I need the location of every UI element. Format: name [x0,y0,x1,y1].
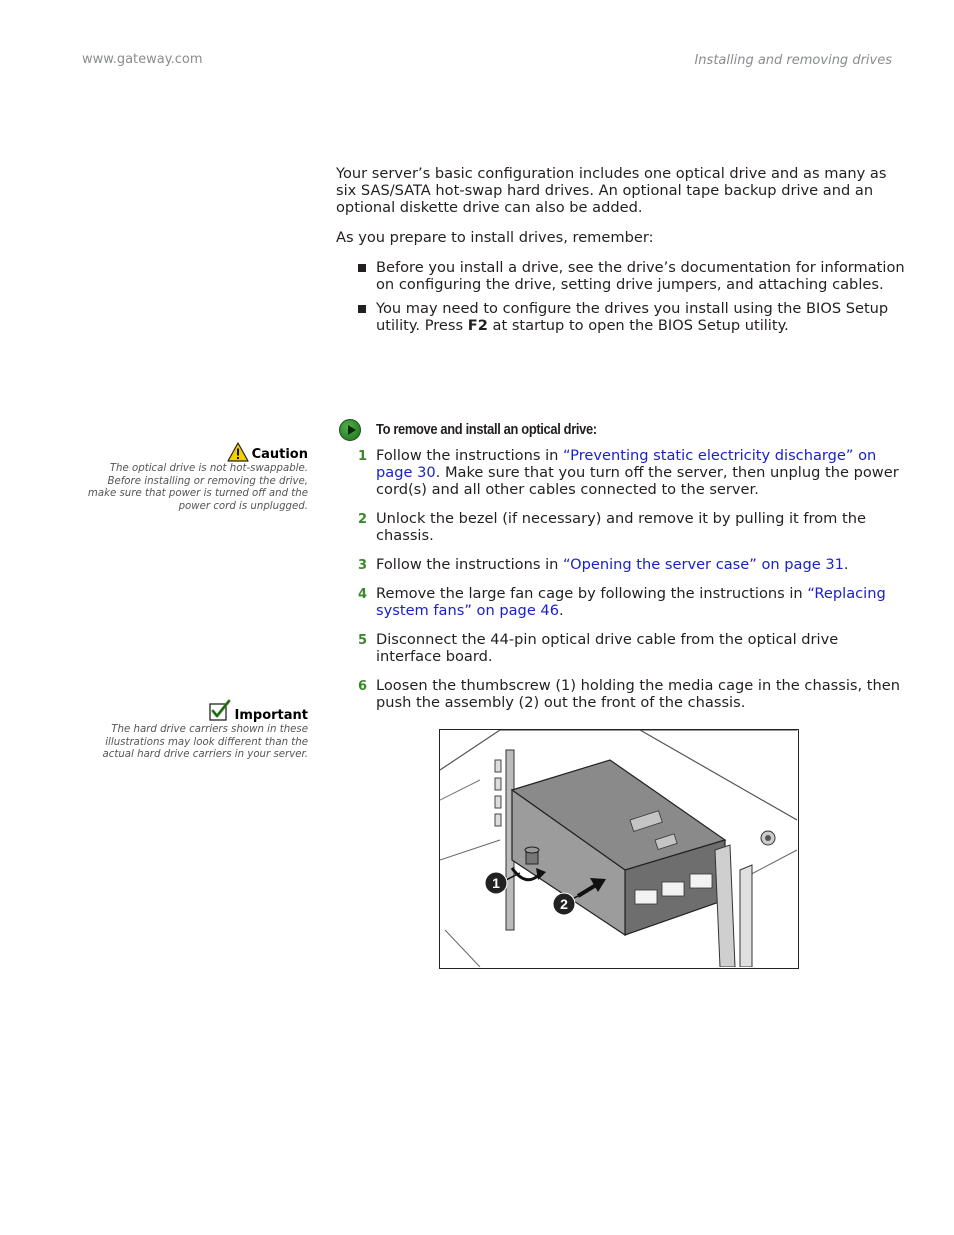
step-number: 6 [358,679,368,694]
step-text: Disconnect the 44-pin optical drive cable from the optical drive interface board. [376,631,839,665]
link-replacing-system-fans[interactable]: “Replacing system fans” on page 46 [376,585,886,619]
reminder-list [358,259,908,341]
bullet-text: Before you install a drive, see the drive’s documentation for information on configuring the drive, setting drive jumpers, and attaching cables. [376,259,905,293]
bullet-square-icon [358,305,366,313]
bullet-text-pre: You may need to configure the drives you install using the BIOS Setup utility. Press [376,300,889,334]
list-item [358,300,908,334]
procedure-steps [358,447,903,723]
step-number: 3 [358,558,368,573]
chassis-drawing [440,730,797,967]
caution-header [78,442,308,462]
step-number: 5 [358,633,368,648]
important-header [78,699,308,723]
bullet-text-post: at startup to open the BIOS Setup utility. [487,317,789,334]
step-text-post: . Make sure that you turn off the server, then unplug the power cord(s) and all other cables connected to the server. [376,464,899,498]
step-text: Follow the instructions in [376,556,564,573]
step-text: Remove the large fan cage by following the instructions in [376,585,808,602]
step-number: 2 [358,512,368,527]
warning-triangle-icon [227,442,249,462]
header-section-title: Installing and removing drives [694,53,892,68]
key-f2: F2 [467,317,488,334]
caution-text: The optical drive is not hot-swappable. Before installing or removing the drive, make sure that power is turned off and the power cord is unplugged. [87,463,308,512]
caution-note [78,442,308,513]
step-text: Loosen the thumbscrew (1) holding the media cage in the chassis, then push the assembly (2) out the front of the chassis. [376,677,900,711]
step-text: Unlock the bezel (if necessary) and remove it by pulling it from the chassis. [376,510,866,544]
caution-title: Caution [251,447,308,462]
remember-paragraph: As you prepare to install drives, remember: [336,229,654,246]
bullet-square-icon [358,264,366,272]
checkmark-box-icon [208,699,232,723]
step-item [358,556,903,573]
important-note [78,699,308,762]
step-item [358,447,903,498]
media-cage-removal-illustration [439,729,799,969]
step-item [358,510,903,544]
step-item [358,677,903,711]
link-static-discharge[interactable]: “Preventing static electricity discharge” on page 30 [376,447,877,481]
callout-2-label: 2 [560,896,568,912]
header-site-url: www.gateway.com [82,52,203,67]
step-text-post: . [843,556,849,573]
callout-1-label: 1 [492,875,500,891]
link-opening-server-case[interactable]: “Opening the server case” on page 31 [563,556,844,573]
step-text: Follow the instructions in [376,447,564,464]
important-text: The hard drive carriers shown in these illustrations may look different than the actual hard drive carriers in your server. [102,724,308,760]
step-number: 1 [358,449,368,464]
intro-paragraph: Your server’s basic configuration includes one optical drive and as many as six SAS/SATA hot-swap hard drives. An optional tape backup drive and an optional diskette drive can also be added. [336,165,887,216]
play-arrow-icon [339,419,361,441]
step-text-post: . [559,602,564,619]
step-number: 4 [358,587,368,602]
important-title: Important [234,708,308,723]
procedure-title: To remove and install an optical drive: [376,421,597,438]
list-item [358,259,908,293]
step-item [358,631,903,665]
step-item [358,585,903,619]
